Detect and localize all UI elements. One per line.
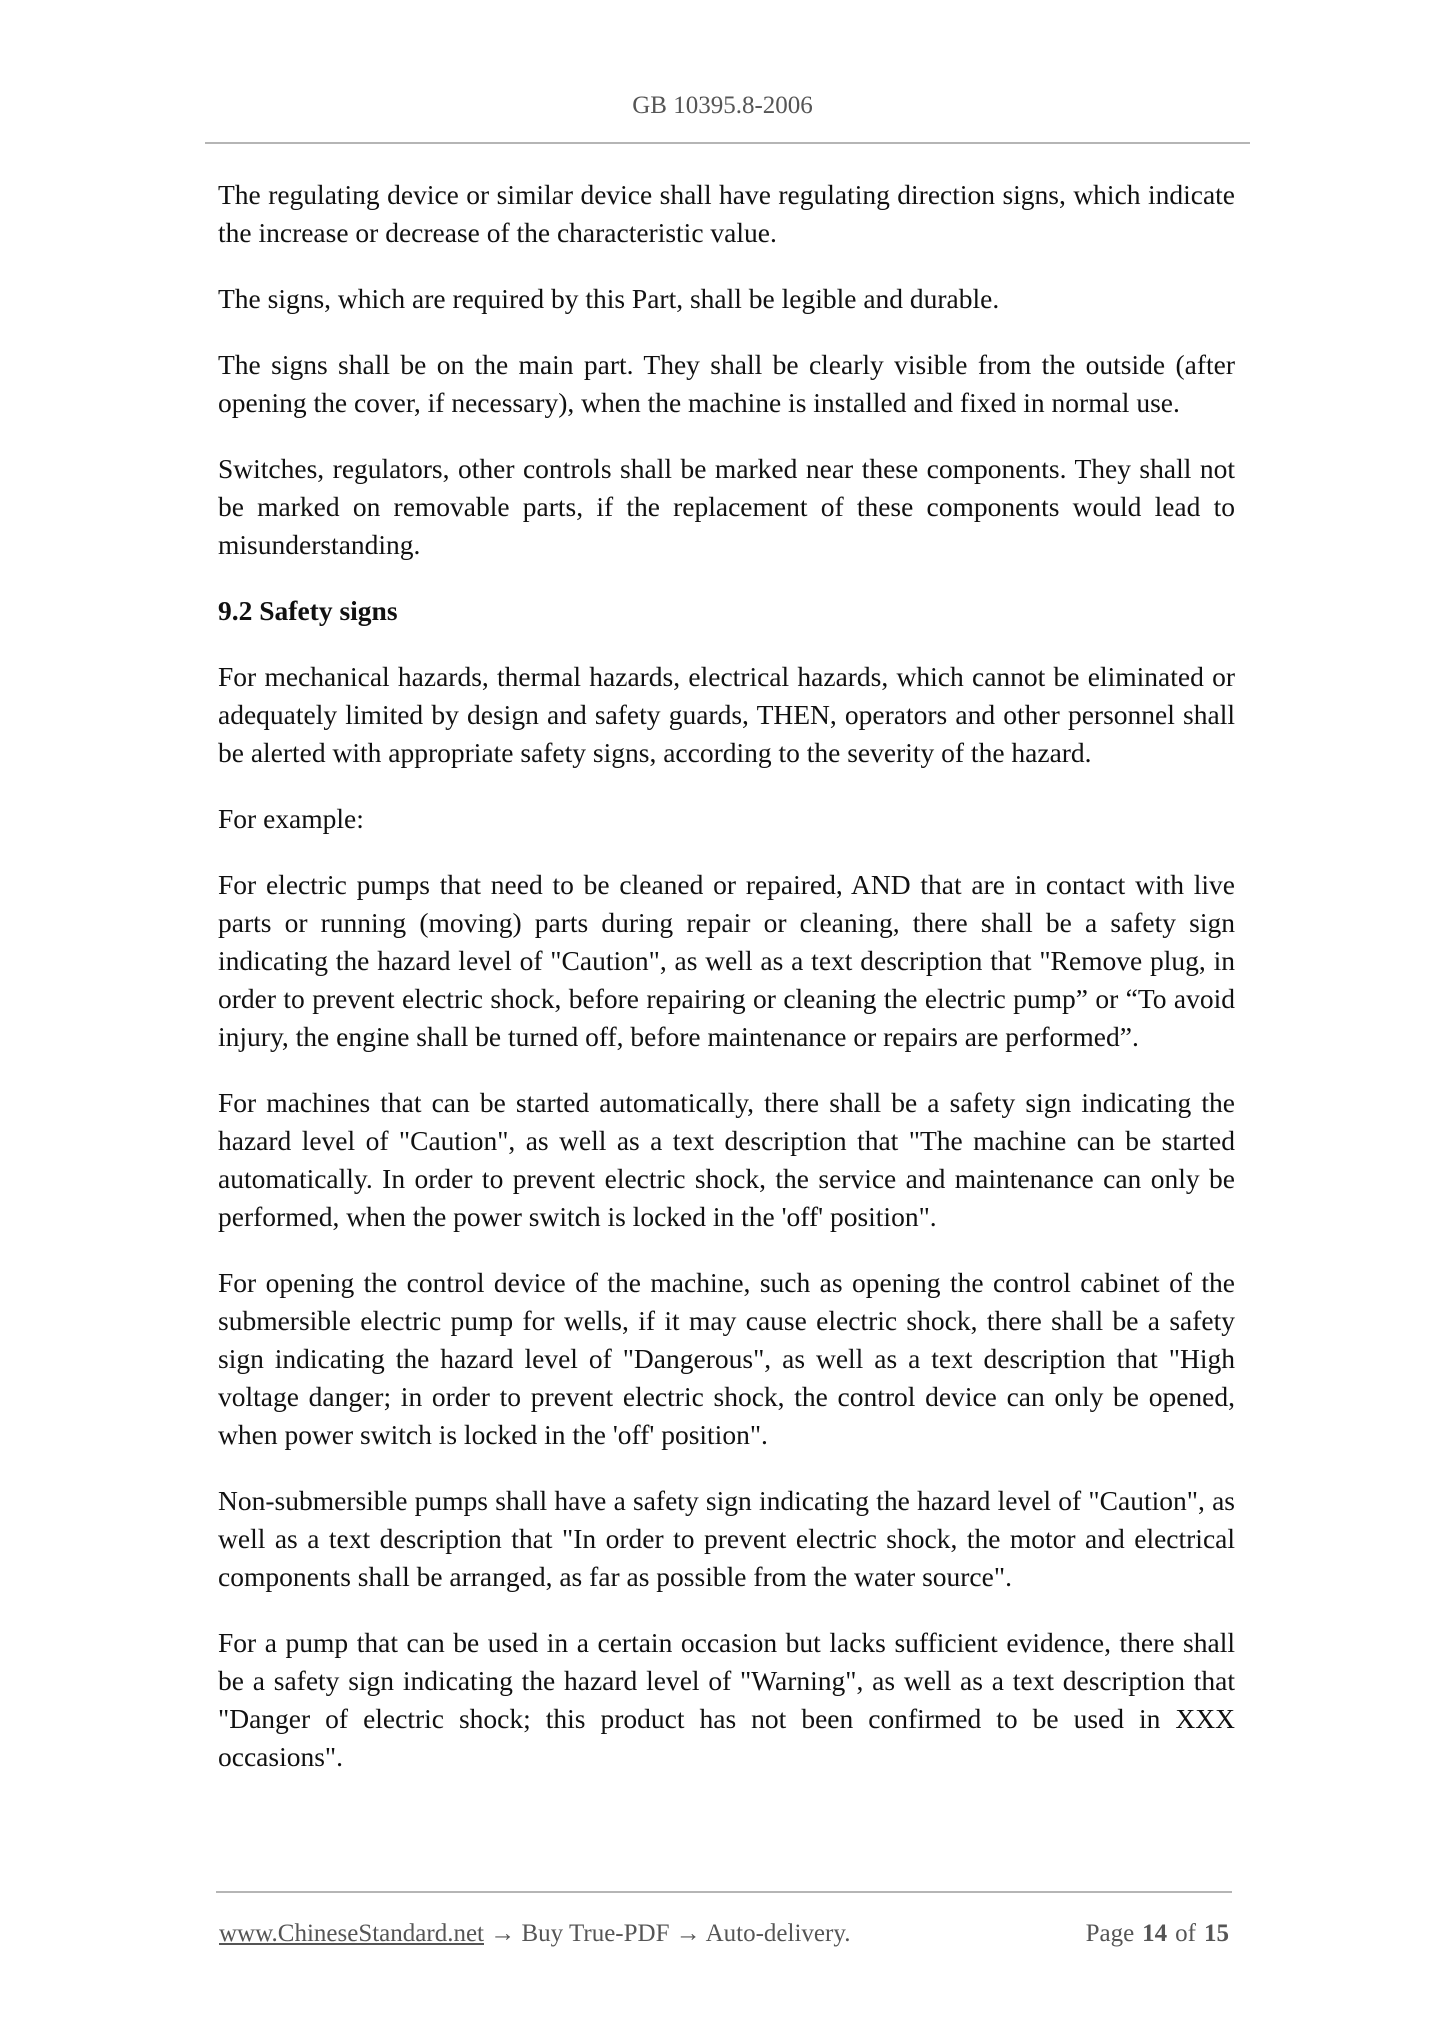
paragraph: For mechanical hazards, thermal hazards, electrical hazards, which cannot be eliminated or adequately limited by design and safety guards, THEN, operators and other personnel shall be alerted with appropriate safety signs, according to the severity of the hazard. [218, 661, 1235, 768]
arrow-right-icon: → [675, 1920, 701, 1947]
page-total: 15 [1204, 1920, 1229, 1947]
paragraph: For a pump that can be used in a certain occasion but lacks sufficient evidence, there shall be a safety sign indicating the hazard level of "Warning", as well as a text description that "Danger of electric shock; this product has not been confirmed to be used in XXX occasions". [218, 1627, 1235, 1772]
footer-step-delivery: Auto-delivery. [705, 1920, 851, 1947]
footer-divider [216, 1891, 1232, 1893]
page-current: 14 [1142, 1920, 1168, 1947]
footer-promo [219, 1920, 850, 1948]
section-heading: 9.2 Safety signs [218, 595, 398, 626]
paragraph: For machines that can be started automatically, there shall be a safety sign indicating the hazard level of "Caution", as well as a text description that "The machine can be started automatically. In order to prevent electric shock, the service and maintenance can only be performed, when the power switch is locked in the 'off' position". [218, 1087, 1235, 1232]
footer-step-buy: Buy True-PDF [521, 1920, 670, 1947]
page-number [1086, 1920, 1229, 1948]
website-link[interactable]: www.ChineseStandard.net [219, 1920, 484, 1947]
paragraph: The signs, which are required by this Part, shall be legible and durable. [218, 283, 1000, 314]
paragraph: The signs shall be on the main part. They shall be clearly visible from the outside (after opening the cover, if necessary), when the machine is installed and fixed in normal use. [218, 349, 1235, 418]
paragraph: For opening the control device of the machine, such as opening the control cabinet of the submersible electric pump for wells, if it may cause electric shock, there shall be a safety sign indicating the hazard level of "Dangerous", as well as a text description that "High voltage danger; in order to prevent electric shock, the control device can only be opened, when power switch is locked in the 'off' position". [218, 1267, 1235, 1450]
paragraph: Non-submersible pumps shall have a safety sign indicating the hazard level of "Caution", as well as a text description that "In order to prevent electric shock, the motor and electrical components shall be arranged, as far as possible from the water source". [218, 1485, 1235, 1592]
page-label: Page [1085, 1920, 1135, 1947]
document-header-title: GB 10395.8-2006 [632, 92, 813, 119]
header-divider [205, 142, 1250, 144]
arrow-right-icon: → [490, 1920, 516, 1947]
paragraph: The regulating device or similar device shall have regulating direction signs, which indicate the increase or decrease of the characteristic value. [218, 179, 1235, 248]
paragraph: For electric pumps that need to be cleaned or repaired, AND that are in contact with live parts or running (moving) parts during repair or cleaning, there shall be a safety sign indicating the hazard level of "Caution", as well as a text description that "Remove plug, in order to prevent electric shock, before repairing or cleaning the electric pump” or “To avoid injury, the engine shall be turned off, before maintenance or repairs are performed”. [218, 869, 1235, 1052]
page-of: of [1175, 1920, 1196, 1947]
document-body [218, 176, 1235, 1804]
paragraph: Switches, regulators, other controls shall be marked near these components. They shall not be marked on removable parts, if the replacement of these components would lead to misunderstanding. [218, 453, 1235, 560]
paragraph: For example: [218, 803, 364, 834]
